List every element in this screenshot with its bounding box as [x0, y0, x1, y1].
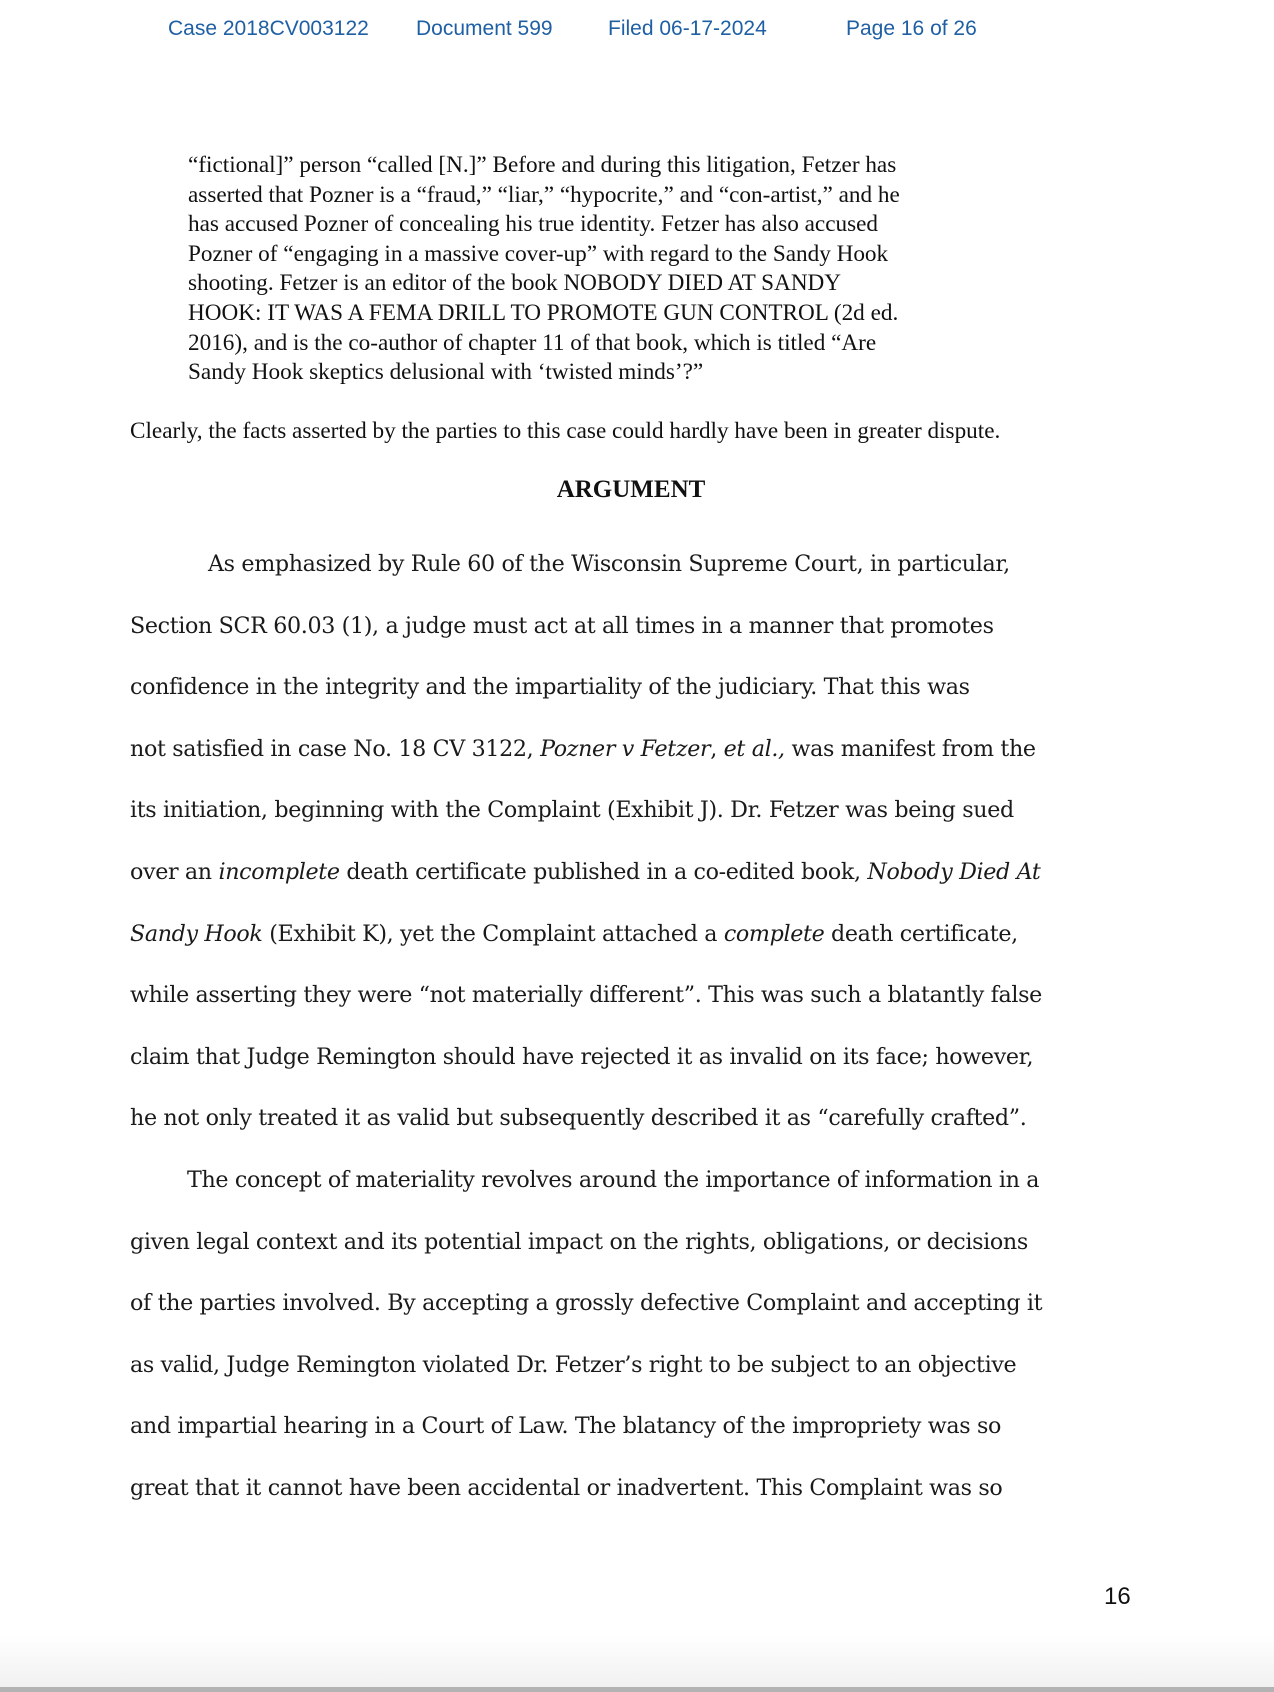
body-line: given legal context and its potential impact on the rights, obligations, or decisions	[130, 1228, 1028, 1255]
section-heading: ARGUMENT	[556, 476, 706, 503]
body-text: death certificate,	[824, 920, 1018, 947]
quote-line: asserted that Pozner is a “fraud,” “liar,” “hypocrite,” and “con-artist,” and he	[188, 181, 900, 208]
body-line	[130, 719, 1140, 781]
body-line: while asserting they were “not materially different”. This was such a blatantly false	[130, 982, 1042, 1009]
header-filed-date: Filed 06-17-2024	[608, 17, 767, 40]
body-line: As emphasized by Rule 60 of the Wisconsin Supreme Court, in particular,	[208, 551, 1010, 577]
body-line: and impartial hearing in a Court of Law. The blatancy of the impropriety was so	[130, 1413, 1002, 1440]
body-line: of the parties involved. By accepting a grossly defective Complaint and accepting it	[130, 1290, 1043, 1317]
body-text: was manifest from the	[784, 735, 1036, 762]
book-title: Nobody Died At	[867, 858, 1041, 885]
quote-line: Pozner of “engaging in a massive cover-up” with regard to the Sandy Hook	[188, 240, 889, 267]
body-line: great that it cannot have been accidental or inadvertent. This Complaint was so	[130, 1474, 1003, 1501]
page-separator	[0, 1687, 1274, 1692]
body-line: its initiation, beginning with the Complaint (Exhibit J). Dr. Fetzer was being sued	[130, 797, 1014, 824]
quote-line: “fictional]” person “called [N.]” Before and during this litigation, Fetzer has	[188, 152, 897, 178]
emphasis-incomplete: incomplete	[218, 858, 340, 885]
page-number: 16	[1104, 1583, 1131, 1610]
body-line: as valid, Judge Remington violated Dr. Fetzer’s right to be subject to an objective	[130, 1351, 1017, 1378]
body-line	[130, 904, 1140, 966]
header-page-count: Page 16 of 26	[846, 17, 977, 40]
body-line	[130, 842, 1140, 904]
body-text: ,	[710, 735, 724, 762]
book-title: Sandy Hook	[130, 920, 263, 947]
body-text: death certificate published in a co-edited book,	[339, 858, 868, 885]
header-document-number: Document 599	[416, 17, 553, 40]
body-line: he not only treated it as valid but subsequently described it as “carefully crafted”.	[130, 1105, 1027, 1132]
body-line: The concept of materiality revolves around the importance of information in a	[187, 1166, 1040, 1193]
quote-line: HOOK: IT WAS A FEMA DRILL TO PROMOTE GUN CONTROL (2d ed.	[188, 299, 899, 326]
body-text: (Exhibit K), yet the Complaint attached a	[262, 920, 724, 947]
body-line: Section SCR 60.03 (1), a judge must act at all times in a manner that promotes	[130, 612, 994, 639]
quote-line: has accused Pozner of concealing his true identity. Fetzer has also accused	[188, 211, 878, 238]
argument-body	[130, 534, 1140, 1520]
quote-line: Sandy Hook skeptics delusional with ‘twisted minds’?”	[188, 359, 704, 386]
body-line: confidence in the integrity and the impartiality of the judiciary. That this was	[130, 674, 970, 701]
summary-sentence: Clearly, the facts asserted by the parties to this case could hardly have been in greater dispute.	[130, 418, 1001, 444]
emphasis-complete: complete	[723, 920, 825, 947]
page-bottom-shadow	[0, 1635, 1274, 1687]
case-name: Pozner v Fetzer	[540, 735, 711, 762]
header-case-number: Case 2018CV003122	[168, 17, 369, 40]
quote-line: 2016), and is the co-author of chapter 11 of that book, which is titled “Are	[188, 329, 877, 356]
body-text: not satisfied in case No. 18 CV 3122,	[130, 735, 541, 762]
body-line: claim that Judge Remington should have rejected it as invalid on its face; however,	[130, 1043, 1034, 1070]
body-text: over an	[130, 858, 219, 885]
block-quote	[188, 151, 1008, 388]
quote-line: shooting. Fetzer is an editor of the book NOBODY DIED AT SANDY	[188, 270, 842, 297]
et-al: et al.,	[723, 735, 785, 762]
